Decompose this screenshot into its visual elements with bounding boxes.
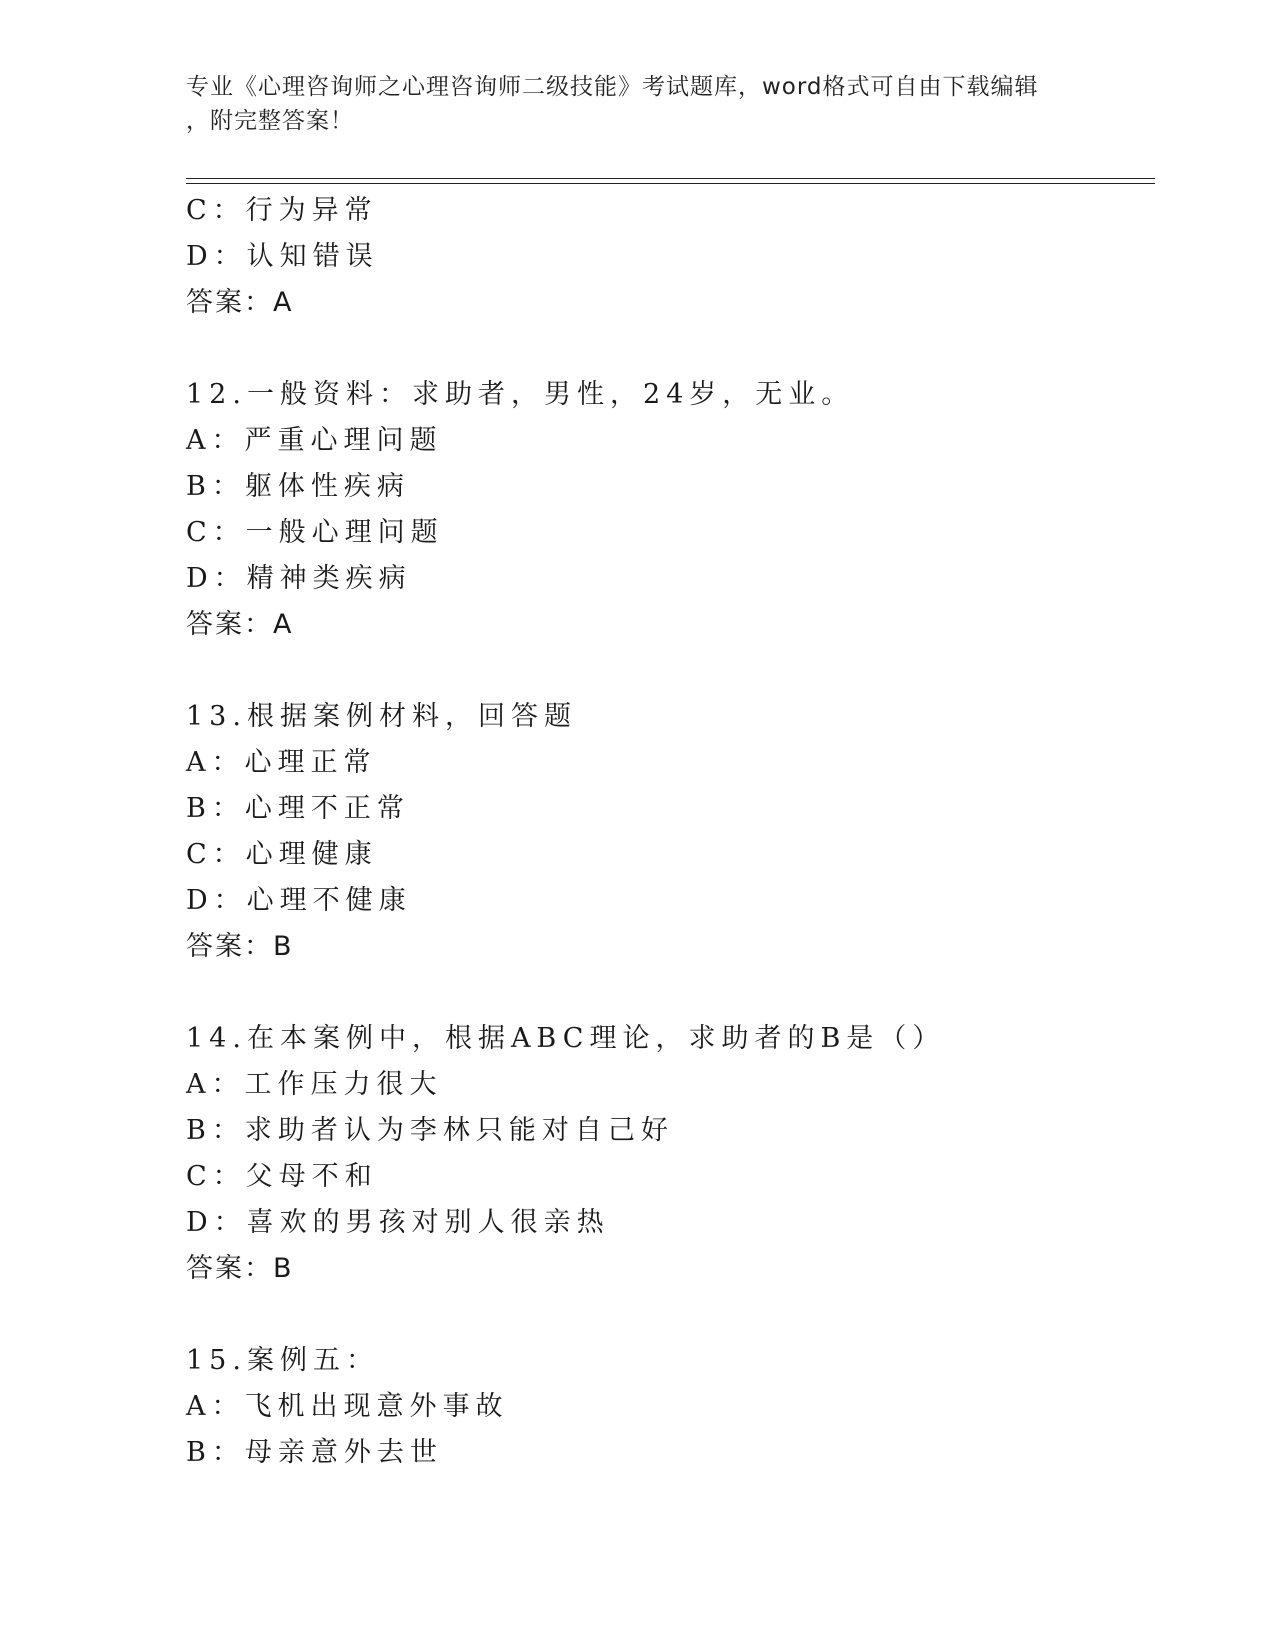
answer: 答案：B xyxy=(186,931,294,962)
spacer xyxy=(186,326,1146,372)
answer: 答案：B xyxy=(186,1253,294,1284)
option-d: D：心理不健康 xyxy=(186,885,412,916)
option-b: B：躯体性疾病 xyxy=(186,471,410,502)
header-title-line: 专业《心理咨询师之心理咨询师二级技能》考试题库，word格式可自由下载编辑 xyxy=(186,74,1039,100)
header-divider-bottom xyxy=(186,183,1155,184)
question-title: 13.根据案例材料，回答题 xyxy=(186,701,577,732)
option-c: C：行为异常 xyxy=(186,195,378,226)
option-a: A：飞机出现意外事故 xyxy=(186,1391,509,1422)
answer: 答案：A xyxy=(186,609,294,640)
option-a: A：严重心理问题 xyxy=(186,425,443,456)
document-header xyxy=(186,70,1086,138)
option-c: C：一般心理问题 xyxy=(186,517,444,548)
option-b: B：母亲意外去世 xyxy=(186,1437,443,1468)
question-title: 12.一般资料：求助者，男性，24岁，无业。 xyxy=(186,379,855,410)
option-b: B：心理不正常 xyxy=(186,793,410,824)
option-a: A：心理正常 xyxy=(186,747,377,778)
spacer xyxy=(186,648,1146,694)
option-b: B：求助者认为李林只能对自己好 xyxy=(186,1115,674,1146)
option-a: A：工作压力很大 xyxy=(186,1069,443,1100)
header-divider-top xyxy=(186,178,1155,179)
answer: 答案：A xyxy=(186,287,294,318)
question-list xyxy=(186,188,1146,1476)
spacer xyxy=(186,1292,1146,1338)
question-title: 14.在本案例中，根据ABC理论，求助者的B是（） xyxy=(186,1023,946,1054)
option-d: D：精神类疾病 xyxy=(186,563,412,594)
spacer xyxy=(186,970,1146,1016)
question-title: 15.案例五： xyxy=(186,1345,379,1376)
option-c: C：父母不和 xyxy=(186,1161,378,1192)
option-d: D：认知错误 xyxy=(186,241,379,272)
header-title-line-2: ，附完整答案！ xyxy=(186,108,354,134)
option-c: C：心理健康 xyxy=(186,839,378,870)
option-d: D：喜欢的男孩对别人很亲热 xyxy=(186,1207,610,1238)
